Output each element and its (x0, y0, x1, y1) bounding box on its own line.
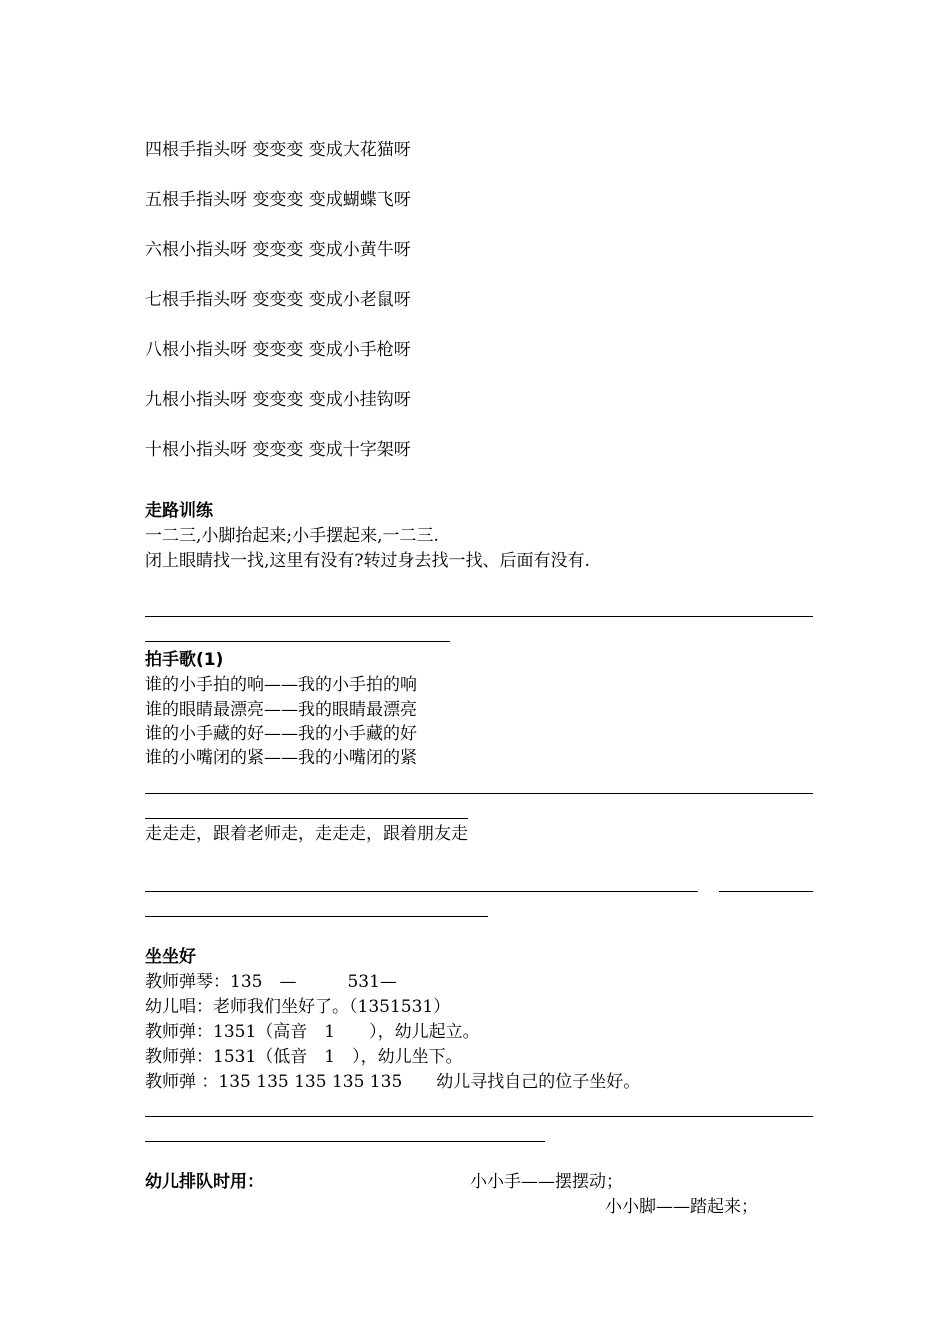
clapping-line: 谁的小手拍的响——我的小手拍的响 (145, 675, 417, 695)
queue-title: 幼儿排队时用： (145, 1172, 264, 1192)
divider-line (145, 1116, 813, 1117)
walking-line: 闭上眼睛找一找,这里有没有?转过身去找一找、后面有没有. (145, 551, 590, 571)
finger-song-line: 九根小指头呀 变变变 变成小挂钩呀 (145, 390, 411, 410)
sitting-line: 幼儿唱：老师我们坐好了。（1351531） (145, 997, 451, 1017)
sitting-line: 教师弹：1351（高音 1 ），幼儿起立。 (145, 1022, 480, 1042)
divider-line (145, 641, 450, 642)
divider-line (145, 818, 468, 819)
divider-line (719, 891, 813, 892)
clapping-line: 谁的小手藏的好——我的小手藏的好 (145, 724, 417, 744)
clapping-line: 谁的小嘴闭的紧——我的小嘴闭的紧 (145, 748, 417, 768)
walking-title: 走路训练 (145, 501, 213, 521)
sitting-line: 教师弹：1531（低音 1 ），幼儿坐下。 (145, 1047, 463, 1067)
divider-line (145, 616, 813, 617)
walking-line: 一二三,小脚抬起来;小手摆起来,一二三. (145, 526, 439, 546)
queue-line: 小小脚——踏起来； (605, 1197, 758, 1217)
finger-song-line: 八根小指头呀 变变变 变成小手枪呀 (145, 340, 411, 360)
sitting-title: 坐坐好 (145, 947, 196, 967)
clapping-line: 谁的眼睛最漂亮——我的眼睛最漂亮 (145, 700, 417, 720)
queue-line: 小小手——摆摆动； (470, 1172, 623, 1192)
divider-line (145, 1141, 545, 1142)
finger-song-line: 十根小指头呀 变变变 变成十字架呀 (145, 440, 411, 460)
finger-song-line: 五根手指头呀 变变变 变成蝴蝶飞呀 (145, 190, 411, 210)
follow-line: 走走走，跟着老师走，走走走，跟着朋友走 (145, 824, 468, 844)
divider-line (145, 793, 813, 794)
sitting-line: 教师弹 ：135 135 135 135 135 幼儿寻找自己的位子坐好。 (145, 1072, 641, 1092)
divider-line (145, 916, 488, 917)
finger-song-line: 四根手指头呀 变变变 变成大花猫呀 (145, 140, 411, 160)
finger-song-line: 七根手指头呀 变变变 变成小老鼠呀 (145, 290, 411, 310)
sitting-line: 教师弹琴：135 — 531— (145, 972, 397, 992)
finger-song-line: 六根小指头呀 变变变 变成小黄牛呀 (145, 240, 411, 260)
divider-line (145, 891, 698, 892)
clapping-title: 拍手歌(1) (145, 650, 224, 670)
